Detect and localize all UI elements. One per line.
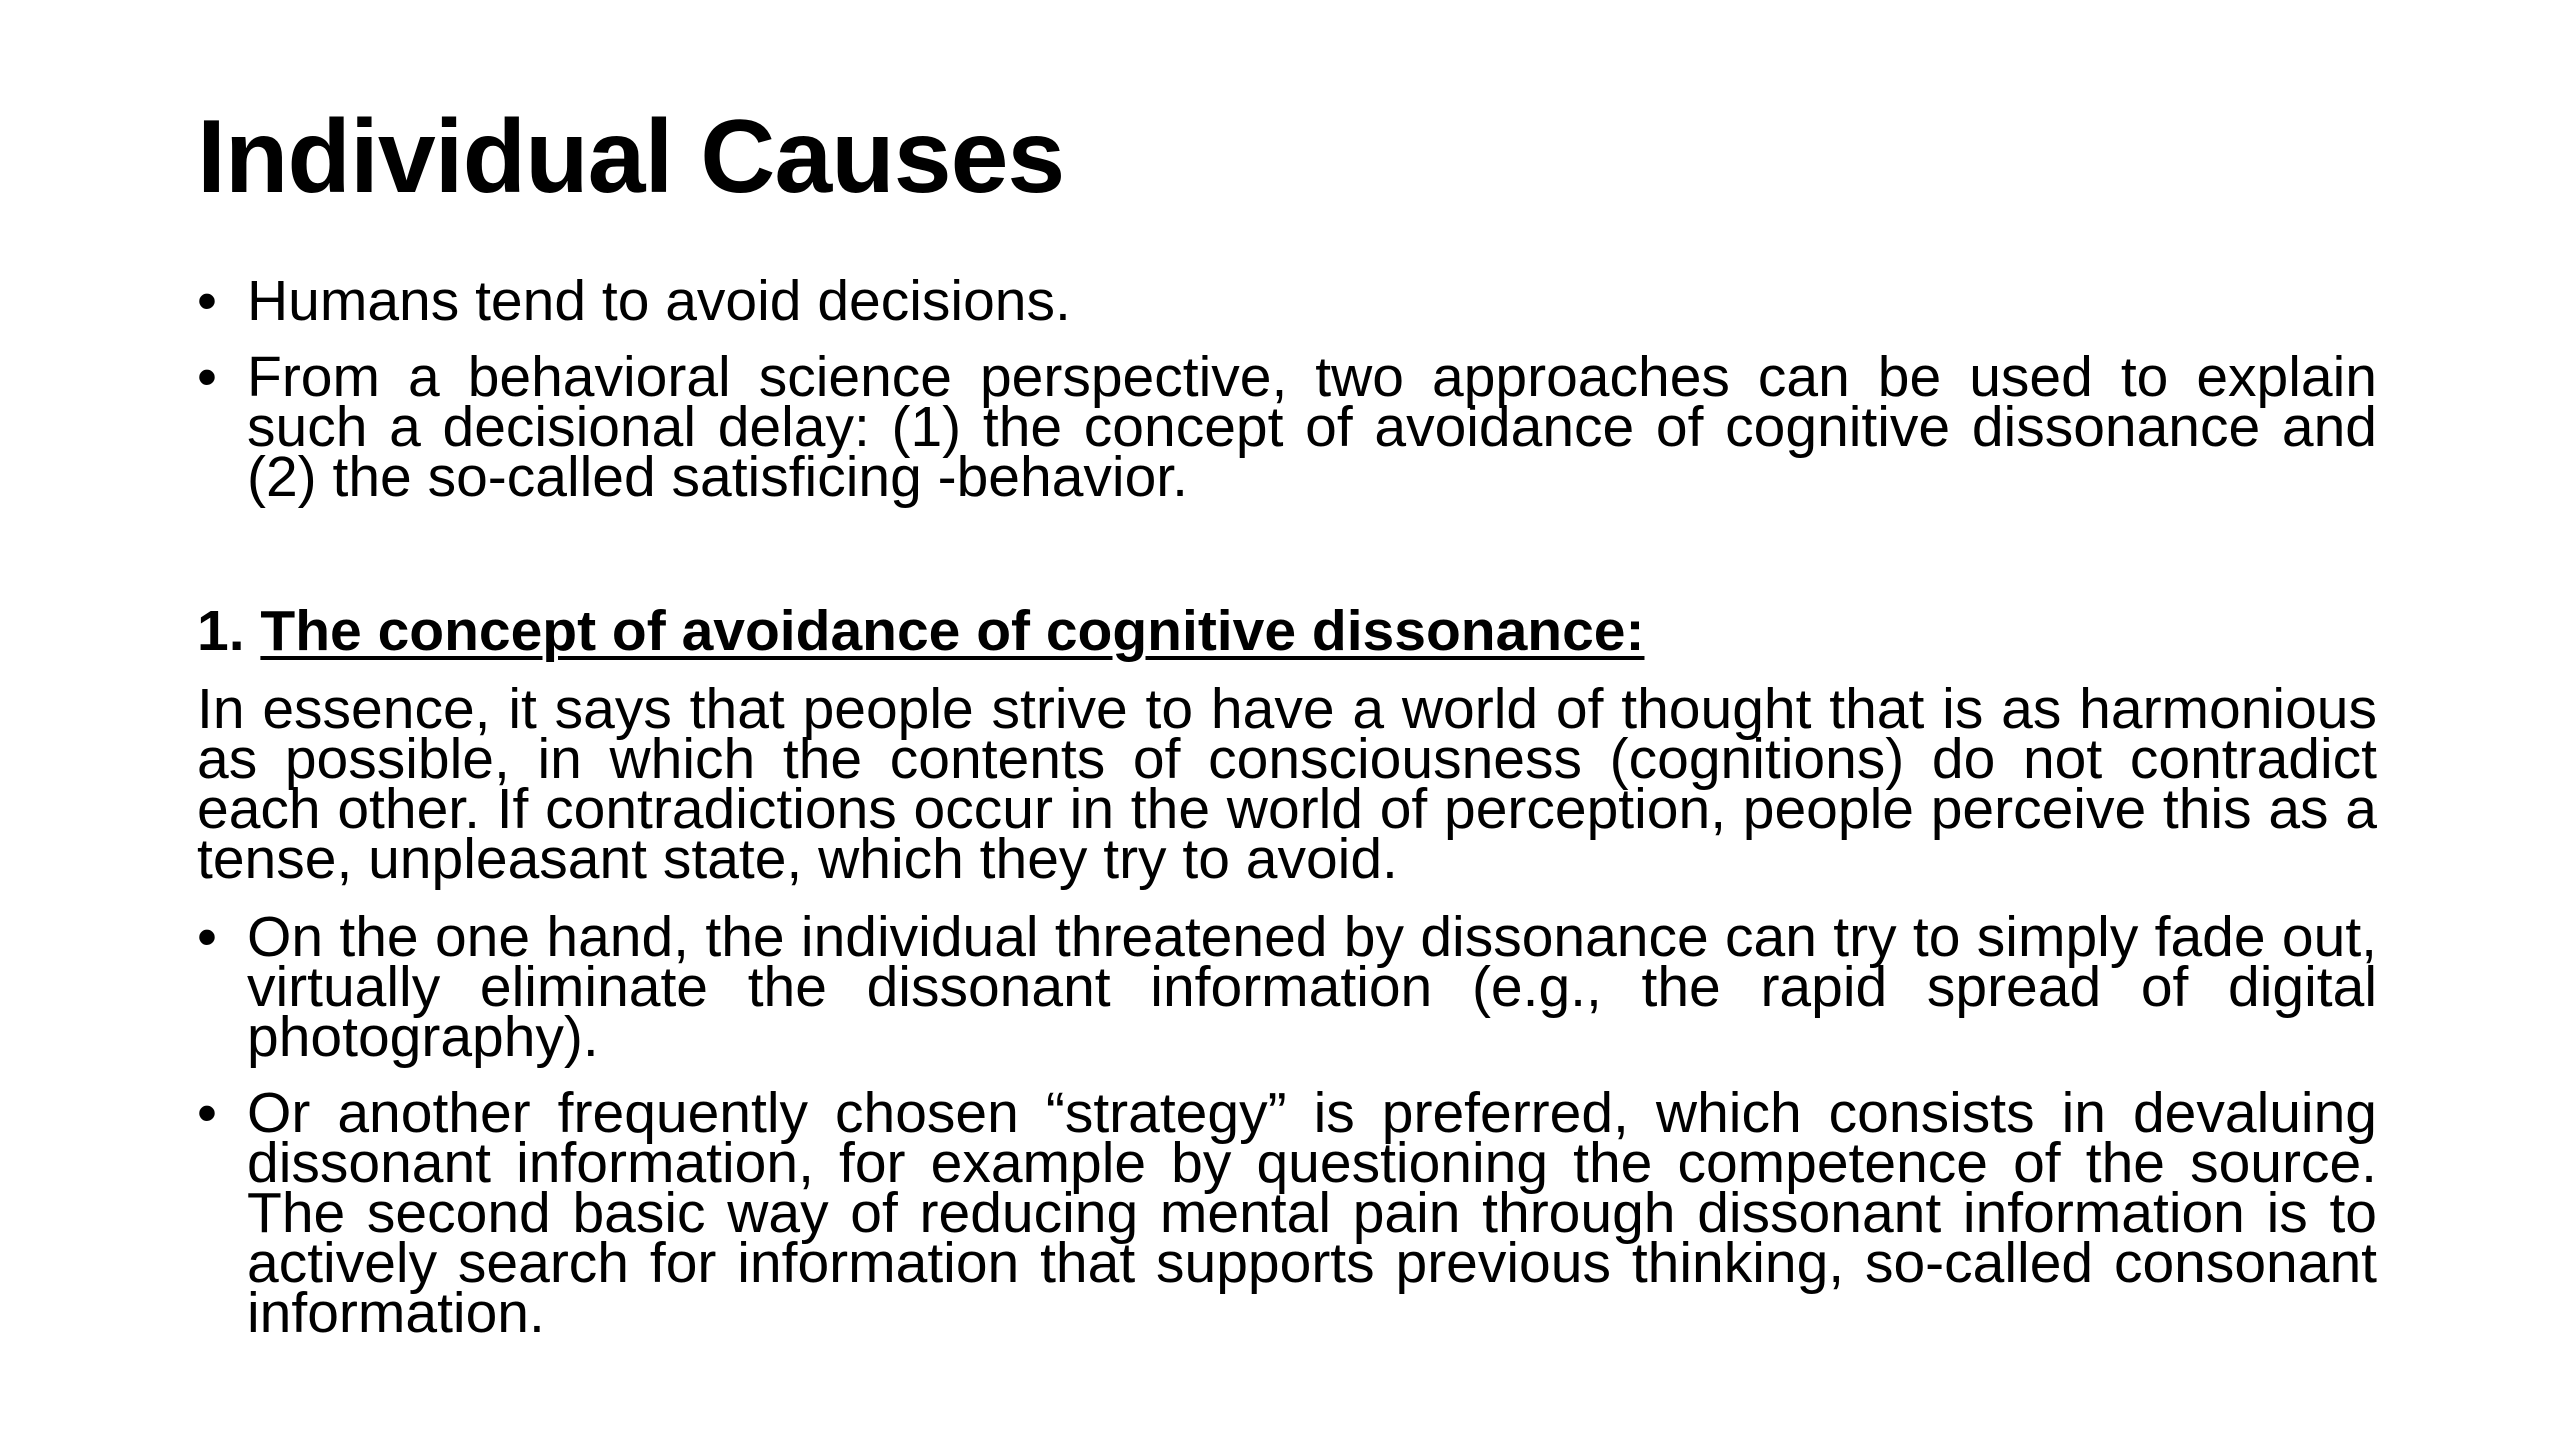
bullet-text: From a behavioral science perspective, two approaches can be used to explain such a decisional delay: (1) the concept of avoidance of cognitive dissonance and (2) the so-called satisficing -behavior. [247,345,2377,509]
intro-bullet-list [197,269,2377,509]
slide-title: Individual Causes [197,99,1065,215]
bullet-dot-icon: • [197,905,217,969]
section-heading-text: The concept of avoidance of cognitive dissonance: [260,599,1645,663]
section-paragraph: In essence, it says that people strive to have a world of thought that is as harmonious as possible, in which the contents of consciousness (cognitions) do not contradict each other. If contradictions occur in the world of perception, people perceive this as a tense, unpleasant state, which they try to avoid. [197,677,2377,891]
bullet-item [197,345,2377,509]
bullet-text: Humans tend to avoid decisions. [247,269,1071,333]
bullet-item [197,1081,2377,1345]
section-bullet-list [197,905,2377,1345]
bullet-dot-icon: • [197,345,217,409]
bullet-item [197,269,2377,333]
bullet-item [197,905,2377,1069]
bullet-text: On the one hand, the individual threatened by dissonance can try to simply fade out, virtually eliminate the dissonant information (e.g., the rapid spread of digital photography). [247,905,2377,1069]
bullet-dot-icon: • [197,269,217,333]
bullet-dot-icon: • [197,1081,217,1145]
section-number: 1. [197,599,245,663]
section-heading [197,599,2377,663]
bullet-text: Or another frequently chosen “strategy” is preferred, which consists in devaluing dissonant information, for example by questioning the competence of the source. The second basic way of reducing mental pain through dissonant information is to actively search for information that supports previous thinking, so-called consonant information. [247,1081,2377,1345]
slide [197,92,2377,1345]
